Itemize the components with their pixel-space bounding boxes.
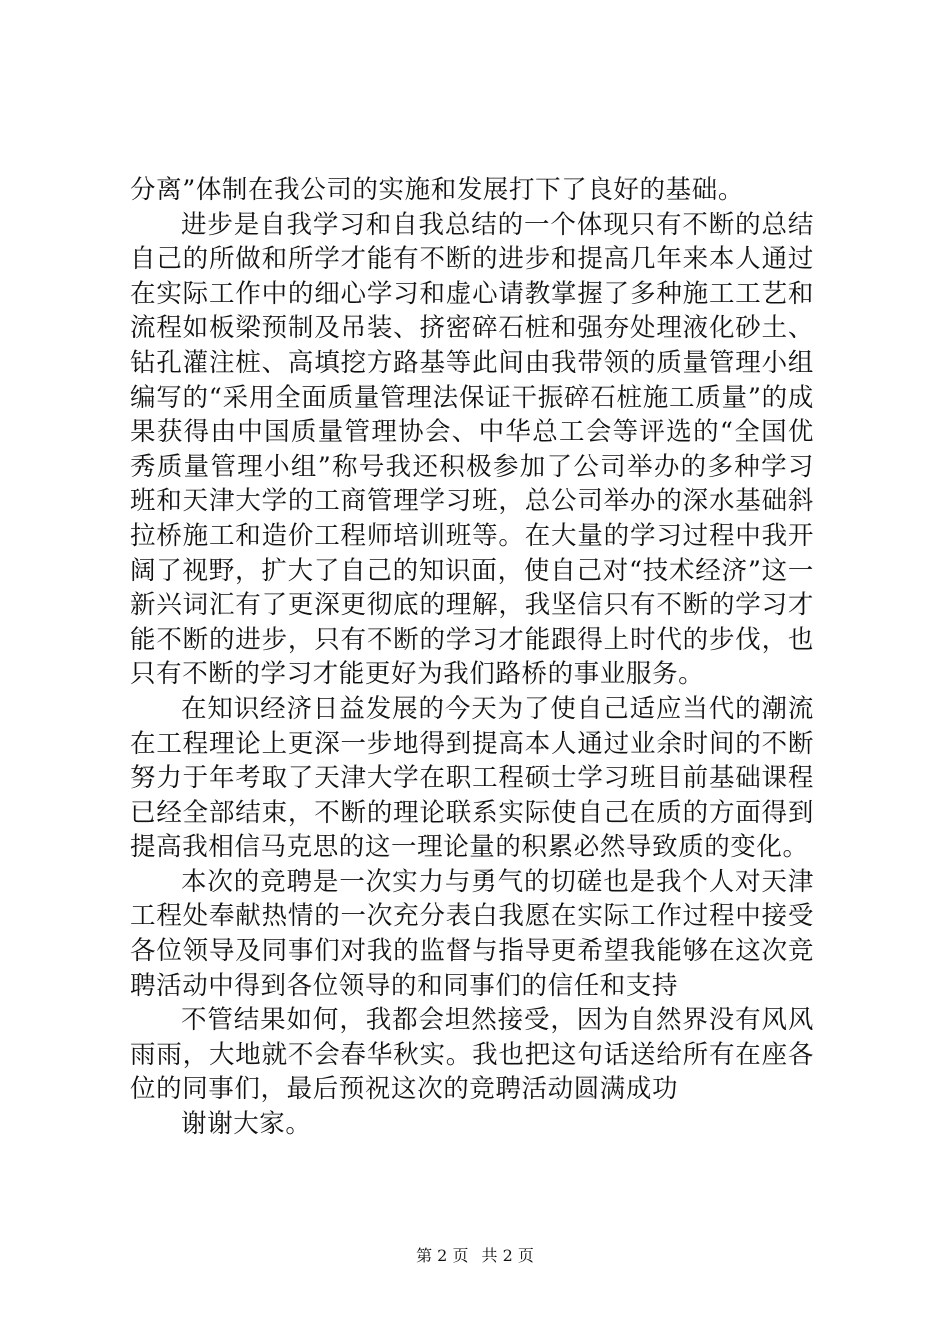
document-body	[130, 173, 814, 1142]
paragraph-3: 在知识经济日益发展的今天为了使自己适应当代的潮流在工程理论上更深一步地得到提高本人通过业余时间的不断努力于年考取了天津大学在职工程硕士学习班目前基础课程已经全部结束，不断的理论联系实际使自己在质的方面得到提高我相信马克思的这一理论量的积累必然导致质的变化。	[130, 693, 814, 863]
paragraph-1: 分离”体制在我公司的实施和发展打下了良好的基础。	[130, 175, 744, 205]
paragraph-4: 本次的竞聘是一次实力与勇气的切磋也是我个人对天津工程处奉献热情的一次充分表白我愿在实际工作过程中接受各位领导及同事们对我的监督与指导更希望我能够在这次竞聘活动中得到各位领导的和同事们的信任和支持	[130, 866, 814, 1001]
paragraph-5: 不管结果如何，我都会坦然接受，因为自然界没有风风雨雨，大地就不会春华秋实。我也把这句话送给所有在座各位的同事们，最后预祝这次的竞聘活动圆满成功	[130, 1005, 814, 1105]
page-number: 第 2 页	[416, 1246, 469, 1265]
page-total: 共 2 页	[481, 1246, 534, 1265]
page-footer	[0, 1243, 950, 1266]
paragraph-2: 进步是自我学习和自我总结的一个体现只有不断的总结自己的所做和所学才能有不断的进步和提高几年来本人通过在实际工作中的细心学习和虚心请教掌握了多种施工工艺和流程如板梁预制及吊装、挤密碎石桩和强夯处理液化砂土、钻孔灌注桩、高填挖方路基等此间由我带领的质量管理小组编写的“采用全面质量管理法保证干振碎石桩施工质量”的成果获得由中国质量管理协会、中华总工会等评选的“全国优秀质量管理小组”称号我还积极参加了公司举办的多种学习班和天津大学的工商管理学习班，总公司举办的深水基础斜拉桥施工和造价工程师培训班等。在大量的学习过程中我开阔了视野，扩大了自己的知识面，使自己对“技术经济”这一新兴词汇有了更深更彻底的理解，我坚信只有不断的学习才能不断的进步，只有不断的学习才能跟得上时代的步伐，也只有不断的学习才能更好为我们路桥的事业服务。	[130, 209, 814, 690]
paragraph-6: 谢谢大家。	[181, 1109, 312, 1140]
